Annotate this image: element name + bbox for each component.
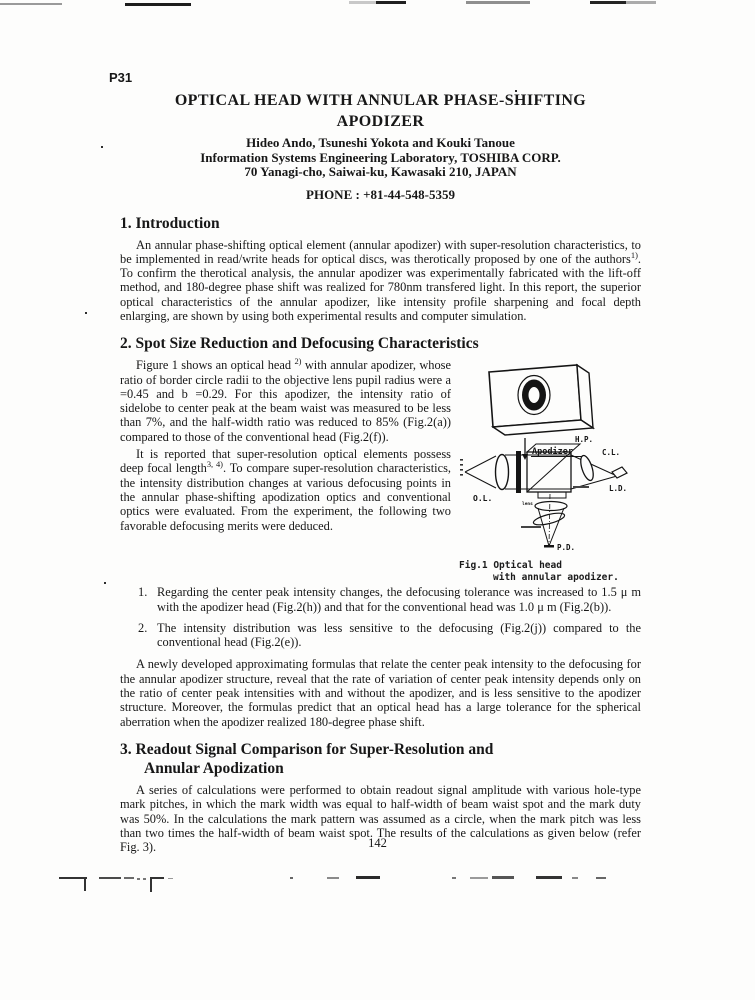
scan-artifact (572, 877, 578, 879)
section-3-heading-line2: Annular Apodization (144, 759, 284, 777)
paper-title-line1: OPTICAL HEAD WITH ANNULAR PHASE-SHIFTING (174, 92, 587, 109)
intro-paragraph-text: . To confirm the therotical analysis, the annular apodizer was experimentally fabricated with the lift-off method, and 180-degree phase shift was realized for 780nm transfered light. In this report, the superior optical characteristics of the annular apodizer, like intensity profile sharpening and focal depth enlarging, are shown by using both experimental results and computer simulation. (120, 251, 641, 323)
scan-artifact (125, 3, 191, 6)
scan-speckle (104, 582, 106, 584)
scan-artifact (99, 877, 121, 879)
paragraph-text: . To compare super-resolution characteristics, the intensity distribution changes at various defocusing points in the annular phase-shifting apodization optics and conventional optics were evaluated. From the experiment, the following two favorable defocusing merits were deduced. (120, 461, 452, 533)
apodizer-label: Apodizer (532, 447, 573, 458)
reference-superscript: 1) (630, 249, 638, 260)
scan-artifact (596, 877, 606, 879)
pd-label: P.D. (557, 543, 576, 553)
list-item-number: 1. (138, 585, 148, 600)
figure-1-optical-head-diagram (459, 360, 641, 556)
scan-artifact (376, 1, 406, 4)
scan-speckle (85, 312, 87, 314)
apodizer-bar (516, 451, 521, 493)
cl-label: C.L. (602, 448, 621, 458)
figure-1-caption-line2: with annular apodizer. (493, 571, 619, 583)
lens-label: lens (522, 502, 533, 508)
scan-artifact (492, 876, 514, 879)
list-item-text: Regarding the center peak intensity changes, the defocusing tolerance was increased to 1.5 μ m with the apodizer head (Fig.2(h)) and that for the conventional head was 1.0 μ m (Fig.2(b)). (157, 585, 641, 614)
scan-artifact (84, 877, 86, 891)
ld-label: L.D. (609, 484, 628, 494)
annulus-hole (529, 387, 540, 403)
section-1-heading: 1. Introduction (120, 214, 220, 232)
detector-lens-1 (535, 502, 567, 511)
scan-artifact (466, 1, 530, 4)
section-3-heading (120, 740, 641, 778)
authors-line: Hideo Ando, Tsuneshi Yokota and Kouki Tanoue (246, 135, 515, 150)
list-item (138, 585, 641, 614)
page-number: 142 (368, 836, 387, 850)
objective-lens (496, 455, 509, 490)
detector-lens-2 (532, 511, 565, 527)
paragraph-text: Figure 1 shows an optical head (136, 358, 295, 373)
figure-1-caption (459, 560, 641, 583)
figure-1-caption-line1: Fig.1 Optical head (459, 560, 562, 572)
scan-artifact (150, 877, 152, 892)
scan-artifact (290, 877, 293, 879)
address-line: 70 Yanagi-cho, Saiwai-ku, Kawasaki 210, JAPAN (244, 164, 517, 179)
ol-label: O.L. (473, 494, 493, 504)
scan-artifact (59, 877, 87, 879)
photodetector (544, 545, 554, 548)
reference-superscript: 3, 4) (206, 459, 223, 470)
list-item-text: The intensity distribution was less sensitive to the defocusing (Fig.2(j)) compared to the conventional head (Fig.2(e)). (157, 620, 641, 650)
defocusing-merits-list (120, 585, 641, 649)
page-content (120, 64, 641, 854)
phone-line: PHONE : +81-44-548-5359 (306, 186, 455, 202)
list-item-number: 2. (138, 620, 148, 635)
hp-label: H.P. (575, 435, 594, 445)
scan-artifact (168, 878, 173, 879)
apodizer-plate (489, 365, 593, 435)
figure-1 (459, 360, 641, 583)
scan-artifact (452, 877, 456, 879)
scan-speckle (101, 146, 103, 148)
collimator-lens (578, 454, 596, 482)
list-item (138, 621, 641, 650)
scan-artifact (143, 878, 146, 880)
paper-title-line2: APODIZER (336, 113, 425, 130)
paper-id: P31 (109, 70, 133, 85)
section-3-paragraph-1: A series of calculations were performed to obtain readout signal amplitude with various hole-type mark pitches, in which the mark width was equal to half-width of beam waist spot and the mark duty was 50%. In the calculations the mark pattern was assumed as a circle, when the mark pitch was less than two times the half-width of beam waist spot. The results of the calculations as given below (refer Fig. 3). (120, 782, 641, 855)
scan-artifact (590, 1, 626, 4)
section-3-heading-line1: 3. Readout Signal Comparison for Super-Resolution and (120, 740, 494, 758)
scan-artifact (470, 877, 488, 879)
scan-artifact (150, 877, 164, 879)
scan-artifact (124, 877, 134, 879)
scan-artifact (626, 1, 656, 4)
scan-artifact (349, 1, 377, 4)
affiliation-line: Information Systems Engineering Laboratory, TOSHIBA CORP. (200, 149, 561, 165)
paragraph-text: with annular apodizer, whose ratio of border circle radii to the objective lens pupil radius were a =0.45 and b =0.29. For this apodizer, the intensity ratio of sidelobe to center peak at the beam waist was measured to be less than 7%, and the half-width ratio was reduced to 85% (Fig.2(a)) compared to those of the conventional head (Fig.2(f)). (120, 358, 451, 444)
scan-artifact (0, 3, 62, 5)
paragraph-text: It is reported that super-resolution optical elements possess deep focal length (120, 447, 451, 476)
intro-paragraph-text: An annular phase-shifting optical element (annular apodizer) with super-resolution characteristics, to be implemented in read/write heads for optical discs, was therotically proposed by one of the authors (120, 237, 641, 266)
scan-artifact (356, 876, 380, 879)
scan-artifact (137, 878, 140, 880)
reference-superscript: 2) (294, 356, 302, 367)
paper-title (120, 90, 641, 132)
scan-artifact (536, 876, 562, 879)
scan-artifact (327, 877, 339, 879)
section-2-paragraph-3: A newly developed approximating formulas that relate the center peak intensity to the defocusing for the annular apodizer structure, reveal that the rate of variation of center peak intensity depends only on the ratio of center peak intensities with and without the apodizer, and is less sensitive to the apodizer structure. Moreover, the formulas predict that an optical head has a large tolerance for the spherical aberration when the apodizer realized 180-degree phase shift. (120, 657, 641, 729)
section-2-heading: 2. Spot Size Reduction and Defocusing Characteristics (120, 335, 479, 353)
intro-paragraph (120, 238, 641, 324)
